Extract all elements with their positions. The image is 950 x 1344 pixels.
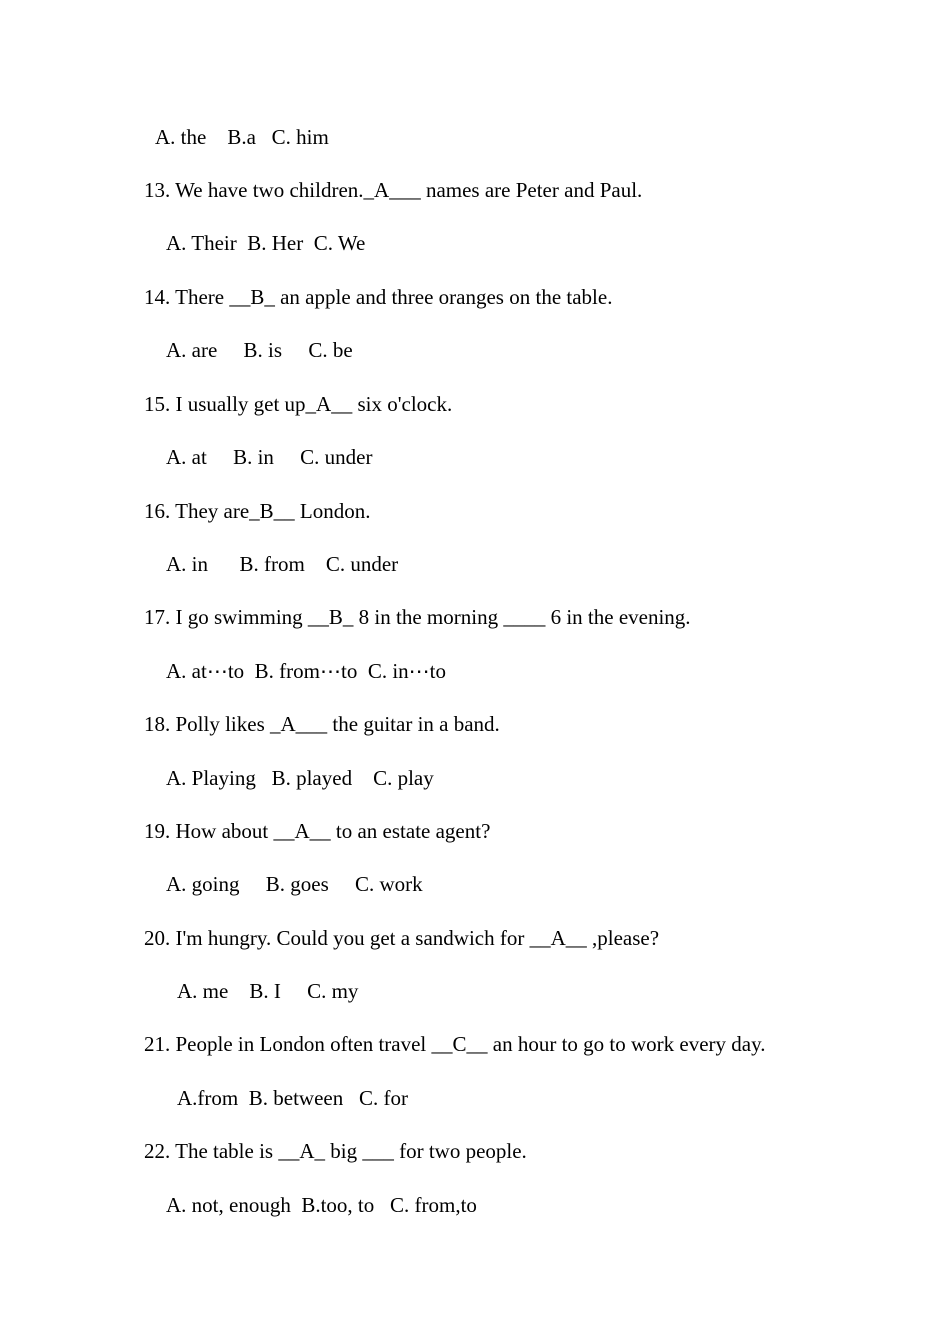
options-q16: A. in B. from C. under <box>166 552 399 576</box>
question-21: 21. People in London often travel __C__ an hour to go to work every day. <box>144 1032 766 1056</box>
options-q15: A. at B. in C. under <box>166 445 373 469</box>
options-q17: A. at⋯to B. from⋯to C. in⋯to <box>166 659 446 683</box>
options-q22: A. not, enough B.too, to C. from,to <box>166 1193 477 1217</box>
options-q13: A. Their B. Her C. We <box>166 231 366 255</box>
question-14: 14. There __B_ an apple and three oranges on the table. <box>144 285 613 309</box>
question-16: 16. They are_B__ London. <box>144 499 371 523</box>
options-q14: A. are B. is C. be <box>166 338 353 362</box>
options-q19: A. going B. goes C. work <box>166 872 423 896</box>
options-q21: A.from B. between C. for <box>177 1086 408 1110</box>
options-q20: A. me B. I C. my <box>177 979 359 1003</box>
question-20: 20. I'm hungry. Could you get a sandwich for __A__ ,please? <box>144 926 660 950</box>
question-15: 15. I usually get up_A__ six o'clock. <box>144 392 453 416</box>
question-19: 19. How about __A__ to an estate agent? <box>144 819 491 843</box>
options-q12: A. the B.a C. him <box>155 125 329 149</box>
question-22: 22. The table is __A_ big ___ for two people. <box>144 1139 527 1163</box>
question-13: 13. We have two children._A___ names are Peter and Paul. <box>144 178 643 202</box>
question-17: 17. I go swimming __B_ 8 in the morning ____ 6 in the evening. <box>144 605 691 629</box>
options-q18: A. Playing B. played C. play <box>166 766 434 790</box>
question-18: 18. Polly likes _A___ the guitar in a band. <box>144 712 500 736</box>
